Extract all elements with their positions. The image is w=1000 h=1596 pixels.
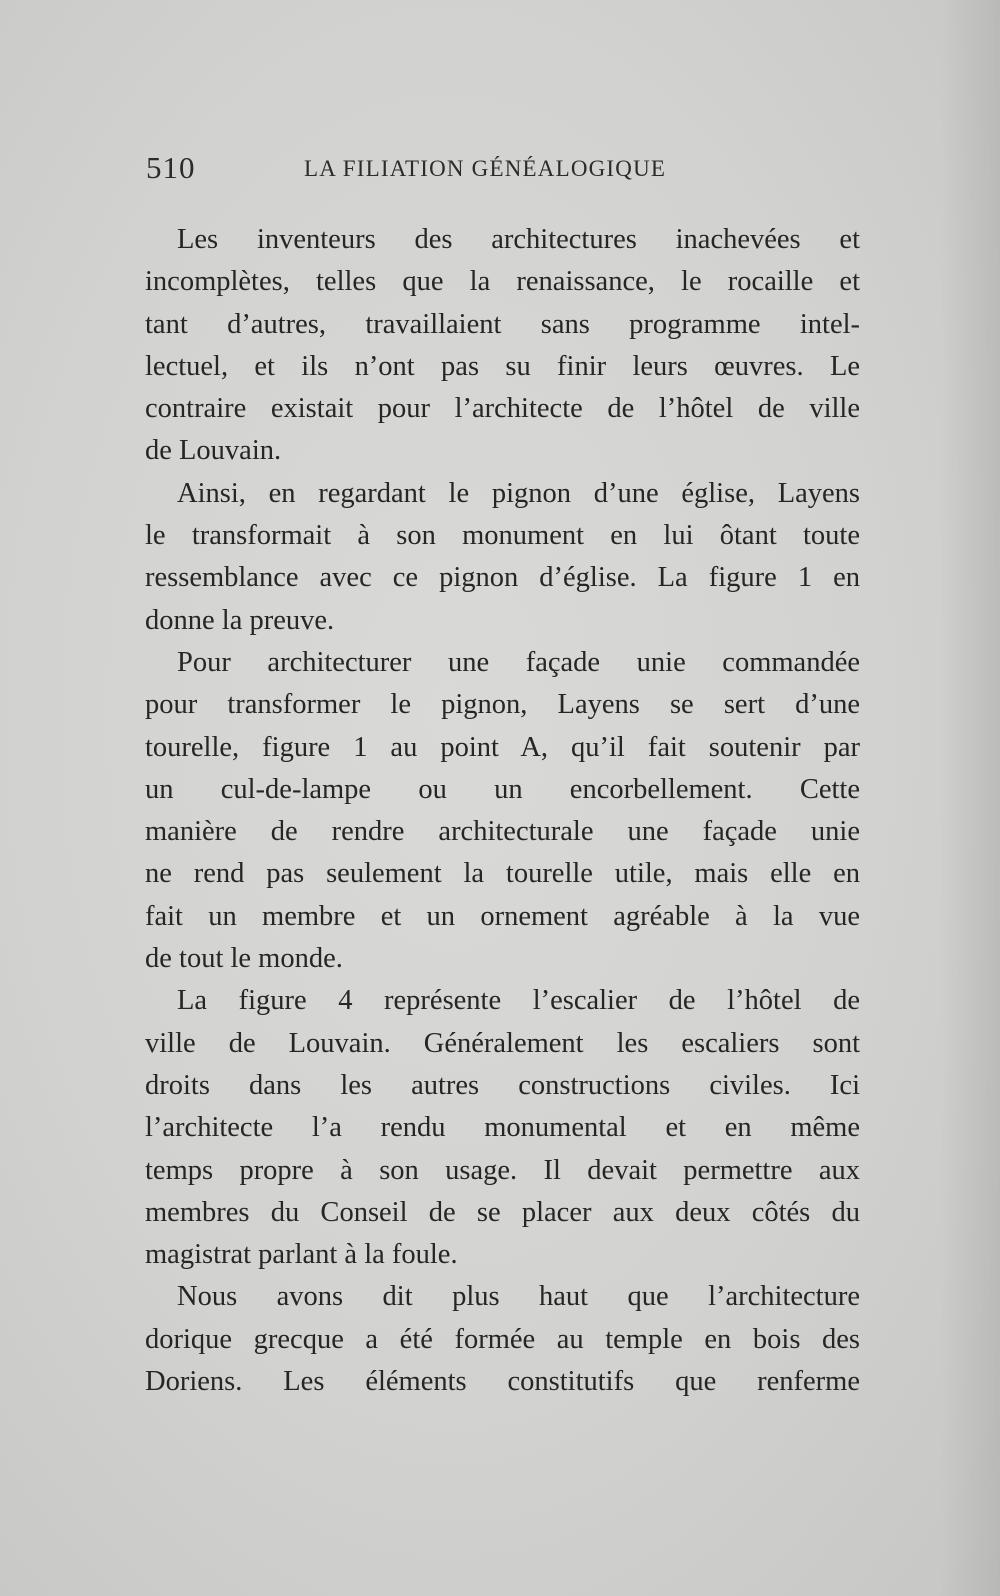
text-line: fait un membre et un ornement agréable à la vue — [145, 900, 860, 932]
running-header — [146, 150, 856, 190]
text-line: le transformait à son monument en lui ôtant toute — [145, 520, 860, 552]
text-line: un cul-de-lampe ou un encorbellement. Cette — [145, 773, 860, 805]
paragraph-5 — [145, 1276, 860, 1403]
text-line: Doriens. Les éléments constitutifs que renferme — [145, 1366, 860, 1398]
body-text — [145, 219, 860, 1403]
text-line: de Louvain. — [145, 435, 282, 467]
text-line: ne rend pas seulement la tourelle utile, mais elle en — [145, 858, 860, 890]
text-line: La figure 4 représente l’escalier de l’hôtel de — [177, 985, 860, 1017]
text-line: Ainsi, en regardant le pignon d’une église, Layens — [177, 477, 860, 509]
text-line: ressemblance avec ce pignon d’église. La figure 1 en — [145, 562, 860, 594]
text-line: membres du Conseil de se placer aux deux côtés du — [145, 1196, 860, 1228]
paragraph-2 — [145, 473, 860, 642]
text-line: Les inventeurs des architectures inachevées et — [177, 224, 860, 255]
text-line: donne la preuve. — [145, 604, 335, 636]
paragraph-4 — [145, 980, 860, 1276]
text-line: droits dans les autres constructions civiles. Ici — [145, 1069, 860, 1101]
text-line: temps propre à son usage. Il devait permettre aux — [145, 1154, 860, 1186]
paragraph-1 — [145, 219, 860, 473]
text-line: l’architecte l’a rendu monumental et en même — [145, 1112, 860, 1144]
page-number: 510 — [146, 150, 196, 185]
text-line: dorique grecque a été formée au temple en bois des — [145, 1323, 860, 1355]
text-line: contraire existait pour l’architecte de l’hôtel de ville — [145, 393, 860, 425]
paragraph-3 — [145, 642, 860, 980]
running-title: LA FILIATION GÉNÉALOGIQUE — [304, 156, 667, 181]
page-edge-shadow — [940, 0, 1000, 1596]
text-line: pour transformer le pignon, Layens se sert d’une — [145, 689, 860, 721]
text-line: tant d’autres, travaillaient sans programme intel- — [145, 308, 860, 340]
text-line: Pour architecturer une façade unie commandée — [177, 646, 860, 678]
text-line: lectuel, et ils n’ont pas su finir leurs œuvres. Le — [145, 350, 860, 382]
text-line: de tout le monde. — [145, 943, 343, 975]
text-line: tourelle, figure 1 au point A, qu’il fait soutenir par — [145, 731, 860, 763]
text-line: incomplètes, telles que la renaissance, le rocaille et — [145, 266, 860, 298]
text-line: ville de Louvain. Généralement les escaliers sont — [145, 1027, 860, 1059]
text-line: manière de rendre architecturale une façade unie — [145, 816, 860, 848]
text-line: magistrat parlant à la foule. — [145, 1239, 458, 1271]
text-line: Nous avons dit plus haut que l’architecture — [177, 1281, 860, 1313]
